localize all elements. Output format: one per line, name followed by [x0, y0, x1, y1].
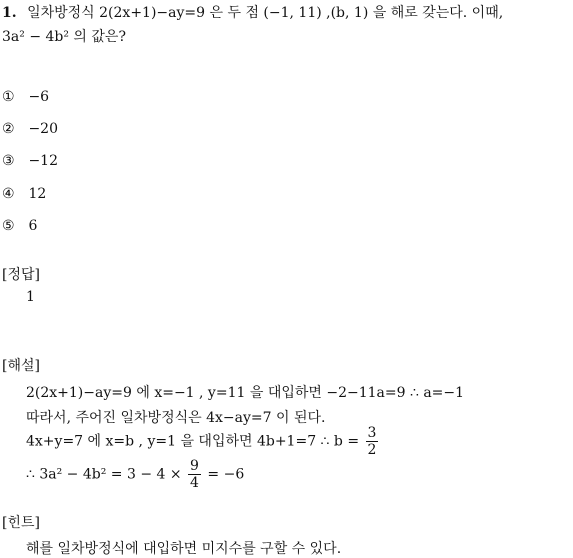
problem-number: 1.	[2, 5, 17, 21]
choice-text: −20	[28, 121, 58, 137]
choice-mark: ②	[2, 121, 15, 137]
problem-statement-line1	[2, 2, 503, 22]
choice-text: −6	[28, 89, 50, 105]
hint-text: 해를 일차방정식에 대입하면 미지수를 구할 수 있다.	[26, 541, 342, 557]
choice-text: −12	[28, 153, 58, 169]
choice-mark: ①	[2, 89, 15, 105]
fraction-9-over-4	[188, 458, 201, 491]
fraction-numerator: 9	[190, 458, 199, 474]
hint-label: [힌트]	[2, 515, 40, 531]
explanation-line3	[26, 425, 380, 458]
problem-text-line1: 일차방정식 2(2x+1)−ay=9 은 두 점 (−1, 11) ,(b, 1) 을 해로 갖는다. 이때,	[27, 5, 504, 21]
choice-5[interactable]	[2, 218, 37, 234]
fraction-denominator: 2	[367, 442, 377, 458]
choice-text: 6	[28, 218, 38, 234]
answer-value: 1	[26, 289, 35, 305]
explanation-line2: 따라서, 주어진 일차방정식은 4x−ay=7 이 된다.	[26, 410, 326, 426]
choice-mark: ③	[2, 153, 15, 169]
fraction-numerator: 3	[367, 425, 377, 441]
choice-2[interactable]	[2, 121, 58, 137]
fraction-3-over-2	[366, 425, 379, 458]
explanation-line3-text: 4x+y=7 에 x=b , y=1 을 대입하면 4b+1=7 ∴ b =	[26, 433, 360, 450]
choice-3[interactable]	[2, 153, 58, 169]
answer-label: [정답]	[2, 267, 40, 283]
choice-text: 12	[28, 186, 47, 202]
explanation-label: [해설]	[2, 358, 40, 374]
problem-statement-line2: 3a² − 4b² 의 값은?	[2, 29, 126, 45]
fraction-denominator: 4	[190, 475, 199, 491]
explanation-line1: 2(2x+1)−ay=9 에 x=−1 , y=11 을 대입하면 −2−11a=9 ∴ a=−1	[26, 385, 465, 401]
explanation-line4-result: = −6	[207, 466, 245, 483]
choice-mark: ④	[2, 186, 15, 202]
explanation-line4	[26, 458, 244, 491]
choice-4[interactable]	[2, 186, 46, 202]
choice-mark: ⑤	[2, 218, 15, 234]
choice-1[interactable]	[2, 89, 49, 105]
explanation-line4-text: ∴ 3a² − 4b² = 3 − 4 ×	[26, 466, 182, 483]
